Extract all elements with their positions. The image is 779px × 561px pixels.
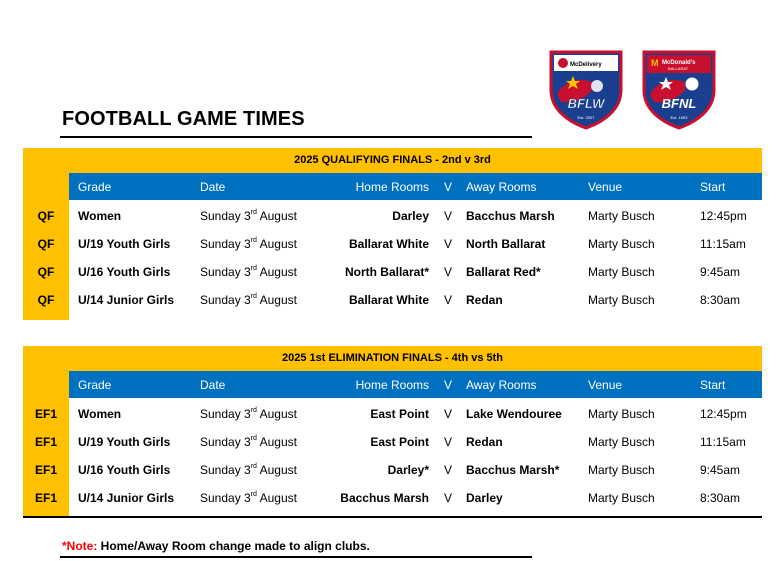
round-code: EF1 [34, 463, 57, 477]
note-text: Home/Away Room change made to align clubs. [97, 539, 370, 553]
svg-text:M: M [651, 58, 659, 68]
date: Sunday 3rd August [200, 237, 297, 251]
grade: Women [78, 209, 122, 223]
versus: V [444, 209, 453, 223]
away-rooms: Redan [466, 293, 503, 307]
col-home: Home Rooms [355, 378, 429, 392]
col-v: V [444, 378, 453, 392]
away-rooms: Bacchus Marsh [466, 209, 555, 223]
versus: V [444, 265, 453, 279]
footnote [62, 539, 370, 553]
grade: U/14 Junior Girls [78, 491, 175, 505]
home-rooms: East Point [370, 407, 429, 421]
table-row [23, 456, 762, 484]
svg-text:Est. 2007: Est. 2007 [577, 115, 595, 120]
grade: U/19 Youth Girls [78, 435, 171, 449]
versus: V [444, 463, 453, 477]
col-home: Home Rooms [355, 180, 429, 194]
round-code: QF [37, 293, 55, 307]
svg-text:BFLW: BFLW [567, 96, 605, 111]
table-row [23, 258, 762, 286]
venue: Marty Busch [588, 293, 655, 307]
qualifying-finals-table [23, 148, 762, 322]
date: Sunday 3rd August [200, 435, 297, 449]
col-grade: Grade [78, 180, 112, 194]
round-code: EF1 [34, 407, 57, 421]
col-date: Date [200, 378, 226, 392]
table-row [23, 484, 762, 512]
col-start: Start [700, 180, 726, 194]
home-rooms: Darley [392, 209, 429, 223]
versus: V [444, 435, 453, 449]
svg-text:McDonald's: McDonald's [662, 60, 696, 66]
col-venue: Venue [588, 180, 623, 194]
bflw-logo [545, 46, 627, 130]
grade: U/14 Junior Girls [78, 293, 175, 307]
col-start: Start [700, 378, 726, 392]
svg-text:McDelivery: McDelivery [570, 62, 602, 68]
elimination-finals-table [23, 346, 762, 520]
start-time: 9:45am [700, 463, 741, 477]
start-time: 12:45pm [700, 209, 747, 223]
start-time: 8:30am [700, 491, 741, 505]
venue: Marty Busch [588, 407, 655, 421]
grade: Women [78, 407, 122, 421]
venue: Marty Busch [588, 237, 655, 251]
versus: V [444, 293, 453, 307]
table-row [23, 202, 762, 230]
date: Sunday 3rd August [200, 407, 297, 421]
page-title: FOOTBALL GAME TIMES [62, 108, 305, 130]
col-date: Date [200, 180, 226, 194]
title-underline [60, 136, 532, 138]
away-rooms: Ballarat Red* [466, 265, 541, 279]
away-rooms: Bacchus Marsh* [466, 463, 560, 477]
table-row [23, 400, 762, 428]
col-v: V [444, 180, 453, 194]
home-rooms: Ballarat White [348, 293, 429, 307]
note-label: *Note: [62, 539, 98, 553]
away-rooms: Redan [466, 435, 503, 449]
venue: Marty Busch [588, 435, 655, 449]
round-code: QF [37, 237, 55, 251]
col-away: Away Rooms [466, 378, 537, 392]
date: Sunday 3rd August [200, 293, 297, 307]
venue: Marty Busch [588, 491, 655, 505]
section-heading: 2025 QUALIFYING FINALS - 2nd v 3rd [23, 148, 762, 173]
away-rooms: North Ballarat [466, 237, 546, 251]
home-rooms: East Point [370, 435, 429, 449]
table-header [69, 173, 762, 200]
date: Sunday 3rd August [200, 463, 297, 477]
versus: V [444, 491, 453, 505]
start-time: 9:45am [700, 265, 741, 279]
round-code: EF1 [34, 435, 57, 449]
start-time: 11:15am [700, 237, 746, 251]
start-time: 12:45pm [700, 407, 747, 421]
svg-text:BFNL: BFNL [661, 96, 697, 111]
grade: U/16 Youth Girls [78, 265, 171, 279]
svg-text:Est. 1893: Est. 1893 [670, 115, 688, 120]
grade: U/16 Youth Girls [78, 463, 171, 477]
round-code: QF [37, 209, 55, 223]
round-code: EF1 [34, 491, 57, 505]
versus: V [444, 237, 453, 251]
table-row [23, 428, 762, 456]
bfnl-logo [638, 46, 720, 130]
home-rooms: North Ballarat* [344, 265, 429, 279]
venue: Marty Busch [588, 265, 655, 279]
home-rooms: Bacchus Marsh [340, 491, 429, 505]
start-time: 8:30am [700, 293, 741, 307]
start-time: 11:15am [700, 435, 746, 449]
note-underline [60, 556, 532, 558]
section-heading: 2025 1st ELIMINATION FINALS - 4th vs 5th [23, 346, 762, 371]
table-header [69, 371, 762, 398]
versus: V [444, 407, 453, 421]
date: Sunday 3rd August [200, 491, 297, 505]
svg-text:BALLARAT: BALLARAT [668, 66, 689, 71]
date: Sunday 3rd August [200, 209, 297, 223]
table-row [23, 286, 762, 314]
venue: Marty Busch [588, 463, 655, 477]
grade: U/19 Youth Girls [78, 237, 171, 251]
table-row [23, 230, 762, 258]
home-rooms: Ballarat White [348, 237, 429, 251]
col-venue: Venue [588, 378, 623, 392]
away-rooms: Lake Wendouree [466, 407, 562, 421]
round-code: QF [37, 265, 55, 279]
col-grade: Grade [78, 378, 112, 392]
table-bottom-border [23, 516, 762, 518]
away-rooms: Darley [466, 491, 503, 505]
venue: Marty Busch [588, 209, 655, 223]
col-away: Away Rooms [466, 180, 537, 194]
date: Sunday 3rd August [200, 265, 297, 279]
home-rooms: Darley* [387, 463, 429, 477]
